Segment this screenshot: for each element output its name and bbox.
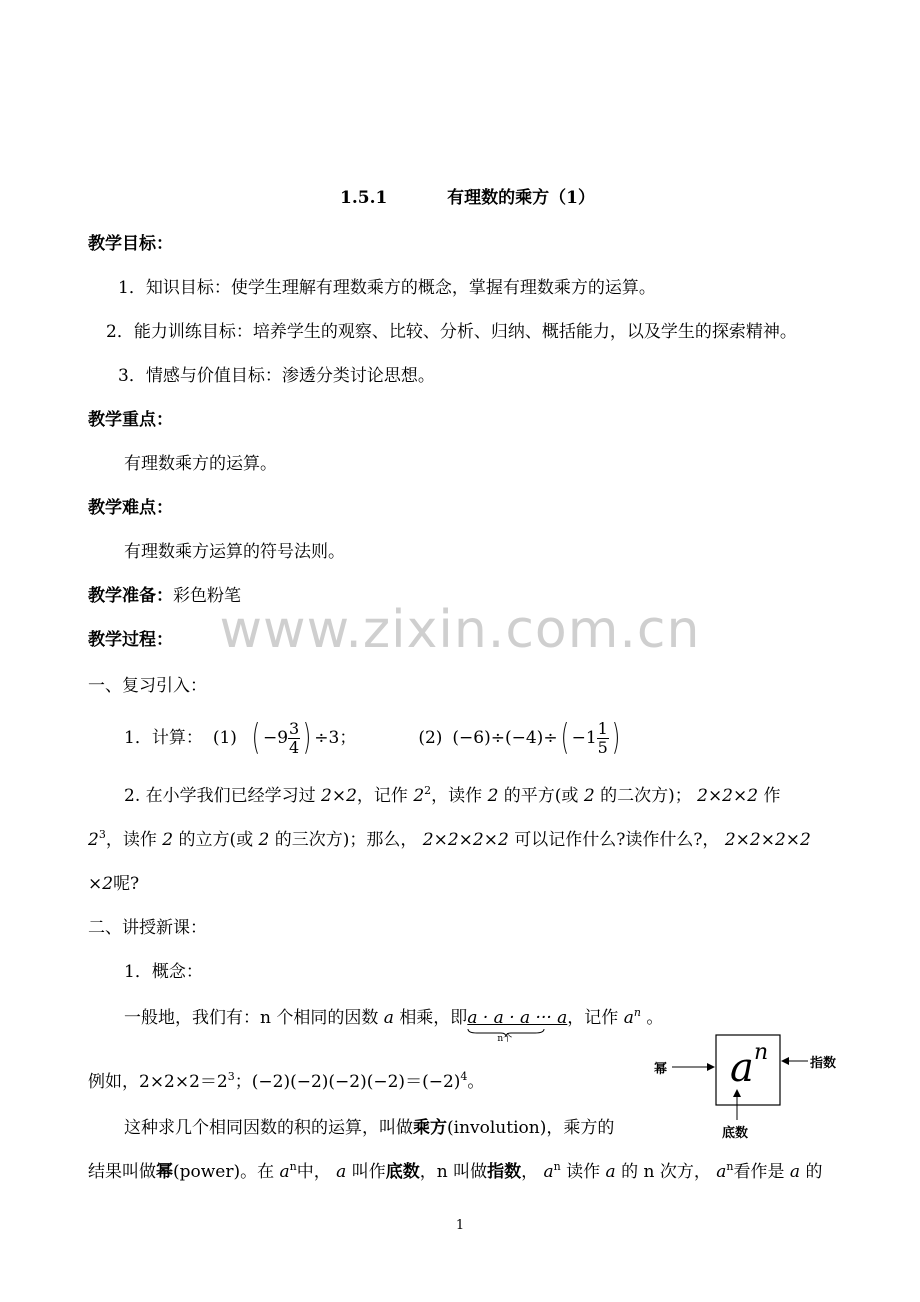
p1-whole: −9 [262, 728, 289, 748]
diagram-base-var: a [730, 1045, 754, 1091]
p2-fraction [597, 720, 609, 757]
text-run: ；(−2)(−2)(−2)(−2)＝(−2) [234, 1072, 461, 1092]
exponent-label: 指数 [810, 1056, 837, 1071]
text-run: 作 [763, 786, 781, 806]
text-run: 叫作 [351, 1162, 386, 1182]
title-number: 1.5.1 [340, 188, 388, 208]
math-var: a [789, 1162, 801, 1182]
text-run: 这种求几个相同因数的积的运算，叫做 [124, 1118, 413, 1138]
paren-close: ) [303, 717, 312, 758]
text-run: ，记作 [567, 1008, 619, 1028]
section2-heading: 二、讲授新课： [88, 918, 207, 938]
section1-heading: 一、复习引入： [88, 676, 207, 696]
math-run: 2 [583, 786, 595, 806]
watermark: www.zixin.com.cn [219, 600, 701, 660]
math-run: ×2 [88, 874, 114, 894]
text-run: 中， [296, 1162, 331, 1182]
goal-item-3: 3．情感与价值目标：渗透分类讨论思想。 [118, 366, 435, 386]
prep-text: 彩色粉笔 [173, 586, 241, 606]
problem-1-label: (1) [212, 728, 237, 748]
review-line-3 [88, 872, 139, 896]
math-run: 2×2 [321, 786, 357, 806]
page-number: 1 [455, 1218, 465, 1233]
prep-heading: 教学准备： [88, 586, 173, 606]
text-run: 的平方(或 [503, 786, 579, 806]
difficulty-heading: 教学难点： [88, 498, 173, 518]
text-run: 。 [646, 1008, 664, 1028]
exponent: 2 [424, 784, 432, 797]
goal-item-2: 2．能力训练目标：培养学生的观察、比较、分析、归纳、概括能力，以及学生的探索精神。 [106, 322, 797, 342]
text-run: 2. 在小学我们已经学习过 [124, 786, 316, 806]
term-power: 幂 [156, 1162, 173, 1182]
math-run: 2×2×2×2 [422, 830, 509, 850]
problem-2-expression [452, 717, 622, 758]
exponent: n [633, 1006, 641, 1019]
p2-head: (−6)÷(−4)÷ [452, 728, 558, 748]
review-line-1 [124, 784, 780, 808]
prep-line [88, 584, 241, 608]
product-expression [467, 1006, 568, 1044]
power-diagram [648, 1030, 848, 1145]
problem-1-expression [249, 717, 357, 758]
text-run: ，读作 [431, 786, 483, 806]
exponent: n [553, 1160, 561, 1173]
math-run: 2 [88, 830, 99, 850]
text-run: 。 [467, 1072, 485, 1092]
math-run: 2×2×2 [697, 786, 759, 806]
math-run: 2 [413, 786, 425, 806]
text-run: ，n 叫做 [419, 1162, 488, 1182]
text-run: ， [521, 1162, 539, 1182]
exponent: 3 [98, 828, 106, 841]
text-run: 的 n 次方， [621, 1162, 711, 1182]
text-run: (involution)，乘方的 [447, 1118, 615, 1138]
product-text: a · a · a ··· a [467, 1008, 568, 1028]
goal-item-1: 1．知识目标：使学生理解有理数乘方的概念，掌握有理数乘方的运算。 [118, 278, 656, 298]
example-line [88, 1070, 484, 1094]
math-var: a [543, 1162, 554, 1182]
definition-line [124, 1116, 614, 1140]
math-var: a [383, 1008, 394, 1028]
exponent: 3 [227, 1070, 235, 1083]
title-text: 有理数的乘方（1） [447, 188, 596, 208]
text-run: 的立方(或 [178, 830, 254, 850]
text-run: ，记作 [356, 786, 408, 806]
power-label: 幂 [654, 1062, 668, 1077]
term-exponent: 指数 [487, 1162, 522, 1182]
math-run: 2×2×2×2 [724, 830, 811, 850]
key-text: 有理数乘方的运算。 [124, 454, 277, 474]
calc-line [124, 716, 623, 760]
general-line [124, 1006, 664, 1044]
text-run: 呢? [113, 874, 140, 894]
text-run: 结果叫做 [88, 1162, 156, 1182]
goals-heading: 教学目标： [88, 234, 173, 254]
diagram-exp-var: n [754, 1040, 769, 1065]
text-run: 读作 [566, 1162, 601, 1182]
text-run: 的三次方)；那么， [274, 830, 418, 850]
p1-numerator: 3 [289, 718, 300, 738]
result-line [88, 1160, 822, 1184]
math-run: 2 [487, 786, 499, 806]
text-run: 的 [805, 1162, 823, 1182]
paren-open: ( [251, 717, 261, 758]
page-title [340, 186, 595, 210]
math-var: a [605, 1162, 616, 1182]
difficulty-text: 有理数乘方运算的符号法则。 [124, 542, 345, 562]
key-heading: 教学重点： [88, 410, 173, 430]
text-run: 例如，2×2×2＝2 [88, 1072, 228, 1092]
p2-whole: −1 [571, 728, 597, 748]
term-involution: 乘方 [413, 1118, 447, 1138]
process-heading: 教学过程： [88, 630, 173, 650]
exponent: 4 [460, 1070, 468, 1083]
math-var: a [716, 1162, 727, 1182]
text-run: 的二次方)； [600, 786, 692, 806]
p1-denominator: 4 [289, 737, 300, 757]
p1-tail: ÷3； [314, 728, 357, 748]
text-run: (power)。在 [173, 1162, 275, 1182]
p2-numerator: 1 [597, 718, 608, 738]
p2-denominator: 5 [597, 737, 608, 757]
text-run: 一般地，我们有：n 个相同的因数 [124, 1008, 379, 1028]
exponent: n [726, 1160, 734, 1173]
problem-2-label: (2) [418, 728, 443, 748]
math-var: a [279, 1162, 290, 1182]
text-run: 可以记作什么?读作什么?， [514, 830, 720, 850]
concept-heading: 1．概念： [124, 962, 203, 982]
brace-label: n个 [497, 1034, 513, 1044]
paren-close: ) [611, 717, 621, 758]
math-run: 2 [258, 830, 270, 850]
text-run: ，读作 [105, 830, 157, 850]
text-run: 看作是 [733, 1162, 785, 1182]
p1-fraction [288, 720, 300, 757]
math-var: a [336, 1162, 347, 1182]
calc-label: 1．计算： [124, 728, 203, 748]
paren-open: ( [560, 717, 569, 758]
base-label: 底数 [722, 1126, 749, 1141]
text-run: 相乘，即 [399, 1008, 468, 1028]
math-run: 2 [162, 830, 174, 850]
math-var: a [623, 1008, 634, 1028]
exponent: n [289, 1160, 297, 1173]
term-base: 底数 [385, 1162, 420, 1182]
review-line-2 [88, 828, 811, 852]
